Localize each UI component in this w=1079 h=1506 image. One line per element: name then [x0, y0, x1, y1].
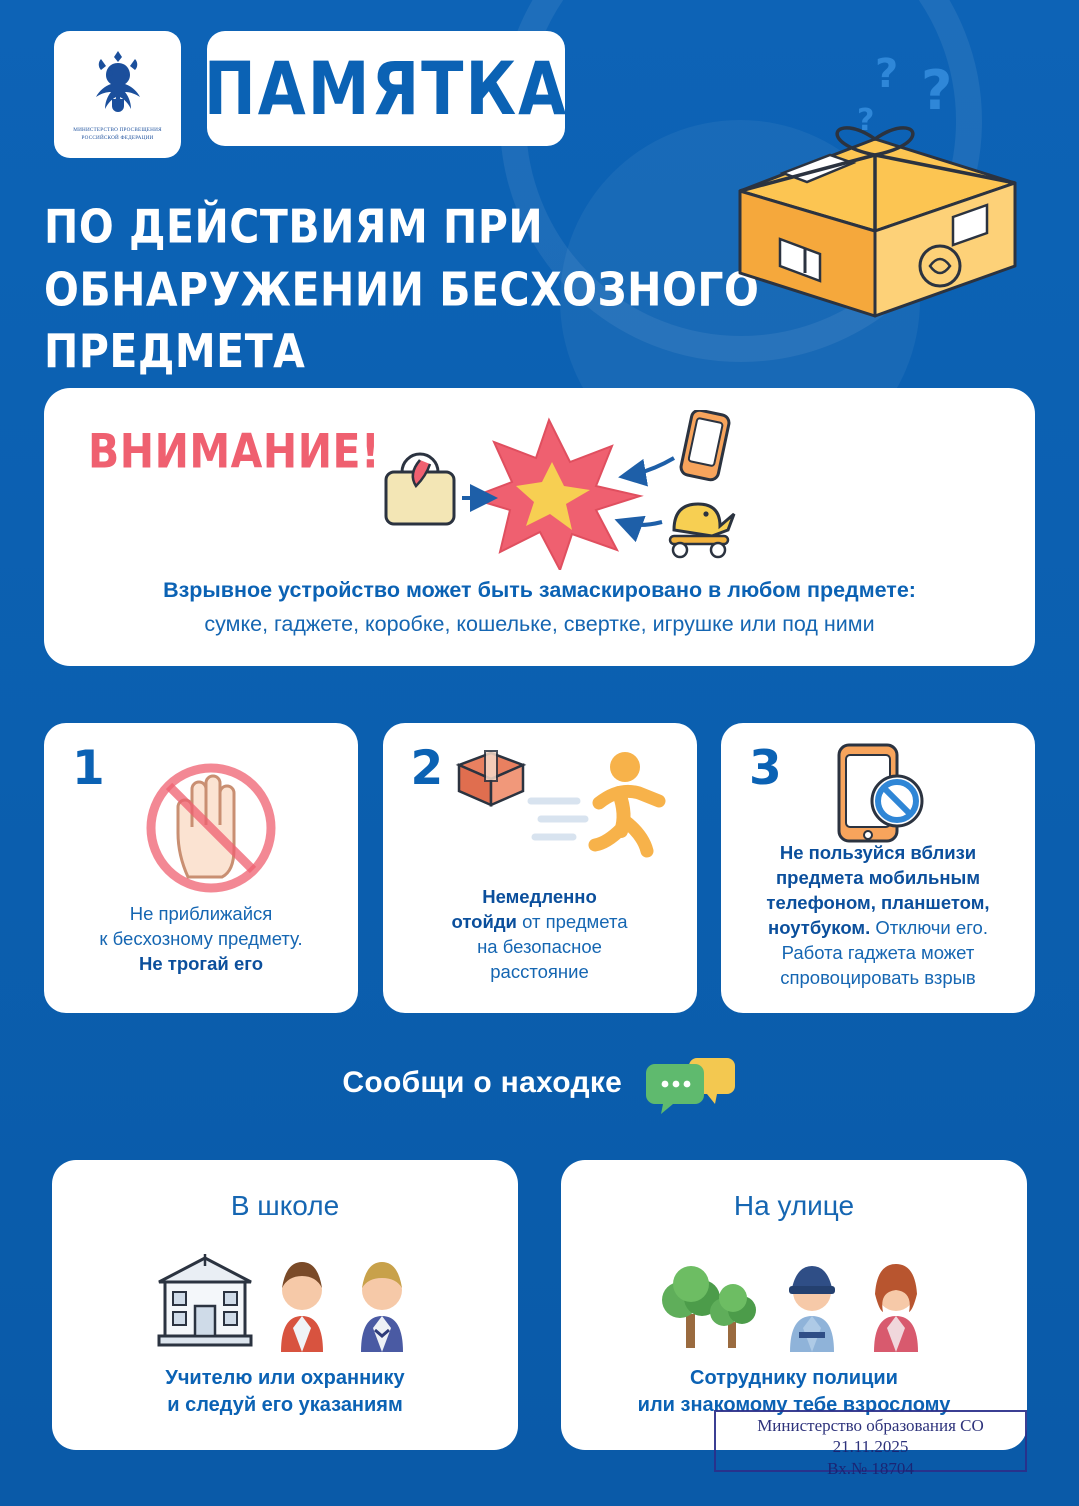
double-headed-eagle-icon	[81, 47, 155, 123]
report-banner	[0, 1052, 1079, 1114]
question-mark-icon: ?	[921, 59, 953, 122]
teacher-icon	[269, 1248, 335, 1352]
step-number: 2	[410, 741, 444, 796]
school-building-icon	[155, 1252, 255, 1352]
police-officer-icon	[777, 1248, 847, 1352]
warning-card	[44, 388, 1035, 666]
stamp-line-1: Министерство образования СО	[757, 1416, 984, 1435]
step-text-2: Немедленно отойди от предмета на безопасное расстояние	[451, 886, 628, 983]
place-text-street: Сотруднику полиции или знакомому тебе взрослому	[637, 1367, 951, 1416]
step-number: 3	[749, 741, 782, 796]
question-mark-icon: ?	[875, 51, 899, 97]
small-box-icon	[459, 751, 523, 805]
stamp-line-2: 21.11.2025	[832, 1437, 909, 1457]
handbag-icon	[386, 454, 454, 524]
poster-subtitle: ПО ДЕЙСТВИЯМ ПРИ ОБНАРУЖЕНИИ БЕСХОЗНОГО ПРЕДМЕТА	[44, 199, 760, 379]
poster-title-pill	[203, 31, 569, 146]
street-illustration	[561, 1242, 1027, 1352]
registration-stamp	[714, 1410, 1027, 1478]
step-card-1	[44, 723, 358, 1013]
step-card-2	[383, 723, 697, 1013]
ministry-logo-caption: МИНИСТЕРСТВО ПРОСВЕЩЕНИЯ РОССИЙСКОЙ ФЕДЕРАЦИИ	[73, 127, 162, 141]
steps-row	[44, 723, 1035, 1013]
question-mark-icon: ?	[857, 103, 875, 138]
place-title: На улице	[733, 1190, 855, 1221]
place-title: В школе	[230, 1190, 340, 1221]
step-card-3	[721, 723, 1035, 1013]
trees-icon	[658, 1252, 763, 1352]
gift-box-icon	[725, 121, 1025, 331]
speech-bubbles-icon	[645, 1052, 737, 1114]
warning-line-1: Взрывное устройство может быть замаскировано в любом предмете:	[163, 578, 916, 602]
place-text-school: Учителю или охраннику и следуй его указаниям	[165, 1367, 405, 1416]
step-text-1: Не приближайся к бесхозному предмету. Не трогай его	[99, 903, 303, 975]
ministry-logo	[54, 31, 181, 158]
parcel-illustration	[725, 51, 1025, 331]
place-card-street	[561, 1160, 1027, 1450]
guard-icon	[349, 1248, 415, 1352]
toy-duck-icon	[670, 504, 734, 557]
adult-woman-icon	[861, 1248, 931, 1352]
step-number: 1	[72, 741, 105, 796]
running-person-icon	[449, 741, 679, 886]
place-card-school	[52, 1160, 518, 1450]
stamp-line-3: Вх.№ 18704	[827, 1458, 914, 1478]
school-illustration	[52, 1242, 518, 1352]
warning-line-2: сумке, гаджете, коробке, кошельке, свертке, игрушке или под ними	[204, 612, 875, 636]
warning-heading: ВНИМАНИЕ!	[88, 424, 381, 480]
smartphone-icon	[680, 410, 731, 481]
no-hand-icon	[136, 753, 286, 908]
warning-illustration	[374, 410, 774, 560]
step-text-3: Не пользуйся вблизи предмета мобильным телефоном, планшетом, ноутбуком. Отключи его. Работа гаджета может спровоцировать взрыв	[766, 842, 990, 989]
poster-title: ПАМЯТКА	[203, 45, 569, 132]
report-label: Сообщи о находке	[342, 1066, 623, 1099]
poster-header	[44, 26, 1035, 379]
